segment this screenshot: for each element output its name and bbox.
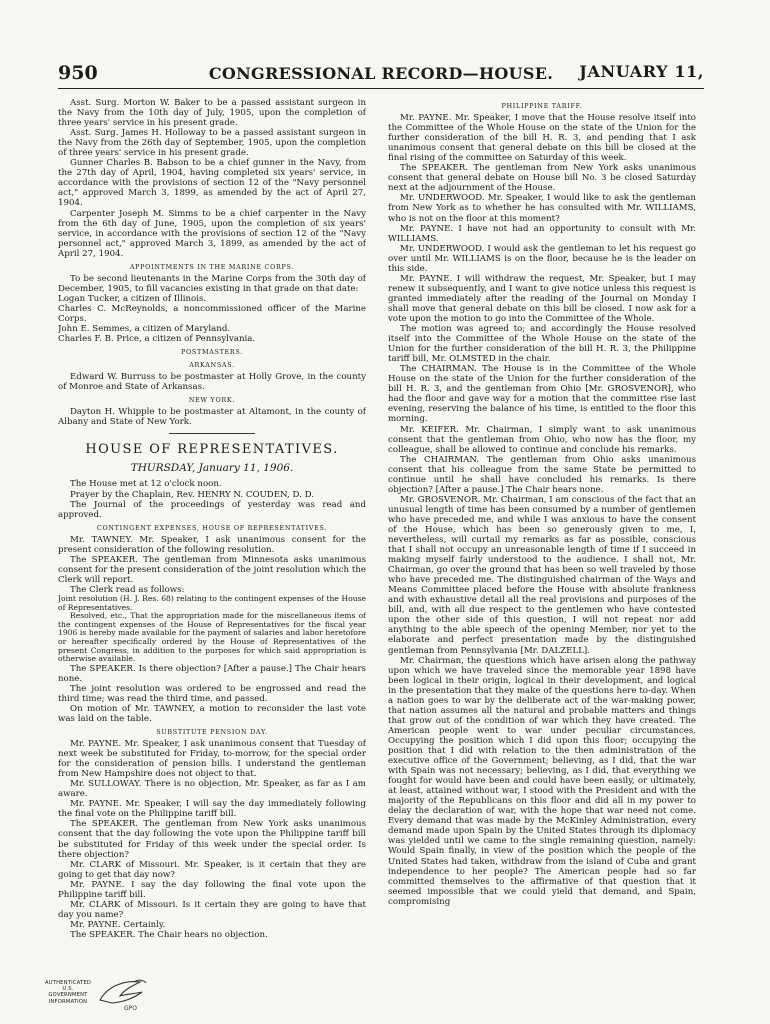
seal-mark-text: GPO xyxy=(124,1005,137,1012)
house-date: THURSDAY, January 11, 1906. xyxy=(130,462,294,475)
publication-title: CONGRESSIONAL RECORD—HOUSE. xyxy=(208,64,554,83)
proceedings-paragraph: Mr. PAYNE. Certainly. xyxy=(70,919,166,930)
proceedings-paragraph: The motion was agreed to; and accordingly the House resolved itself into the Committee of the Whole House on the state of the Union for the further consideration of the bill H. R. 3, the Philippine tariff bill, Mr. OLMSTED in the chair. xyxy=(388,324,696,365)
proceedings-paragraph: The Clerk read as follows: xyxy=(70,584,185,595)
gpo-eagle-icon xyxy=(94,976,154,1012)
section-heading-marine: APPOINTMENTS IN THE MARINE CORPS. xyxy=(129,262,295,271)
proceedings-paragraph: Mr. PAYNE. Mr. Speaker, I will say the day immediately following the final vote on the Philippine tariff bill. xyxy=(58,799,366,820)
joint-resolution-title: Joint resolution (H. J. Res. 68) relating to the contingent expenses of the House of Representatives. xyxy=(58,593,366,612)
proceedings-paragraph: The SPEAKER. The gentleman from Minnesota asks unanimous consent for the present consideration of the joint resolution which the Clerk will report. xyxy=(58,554,366,585)
state-heading-newyork: NEW YORK. xyxy=(188,396,236,405)
left-column xyxy=(58,98,366,954)
postmaster-item: Edward W. Burruss to be postmaster at Holly Grove, in the county of Monroe and State of Arkansas. xyxy=(58,372,366,393)
proceedings-paragraph: Mr. PAYNE. I will withdraw the request, Mr. Speaker, but I may renew it subsequently, and I want to give notice unless this request is granted immediately after the reading of the Journal on Monday I shall move that general debate on this bill be closed. I now ask for a vote upon the motion to go into the Committee of the Whole. xyxy=(388,273,696,324)
gpo-authentication-seal xyxy=(44,976,164,1012)
proceedings-paragraph: Mr. Chairman, the questions which have arisen along the pathway upon which we have traveled since the memorable year 1898 have been logical in their origin, logical in their development, and logical in the presentation that they make of the questions here to-day. When a nation goes to war by the deliberate act of the war-making power, that nation assumes all the natural and probable matters and things that grow out of the condition of war which they have created. The American people went to war under peculiar circumstances. Occupying the position which I did upon this floor; occupying the position that I did with relation to the then administration of the executive office of the Government; believing, as I did, that the war with Spain was not necessary; believing, as I did, that everything we fought for would have been and could have been easily, or ultimately, at least, attained without war, I stood with the President and with the majority of the Republicans on this floor and did all in my power to delay the declaration of war, with the hope that war need not come. Every demand that was made by the McKinley Administration, every demand made upon Spain by the United States through its diplomacy was yielded until we came to the single remaining question, namely: Would Spain finally, in view of the position which the people of the United States had taken, withdraw from the island of Cuba and grant independence to her people? The American people had so far committed themselves to the affirmative of that question that it seemed impossible that we could yield that demand, and Spain, compromising xyxy=(388,655,696,907)
marine-item: Charles F. B. Price, a citizen of Pennsylvania. xyxy=(58,334,256,345)
proceedings-paragraph: The SPEAKER. The gentleman from New York asks unanimous consent that general debate on House bill No. 3 be closed Saturday next at the adjournment of the House. xyxy=(388,163,696,194)
proceedings-paragraph: Mr. KEIFER. Mr. Chairman, I simply want to ask unanimous consent that the gentleman from Ohio, who now has the floor, my colleague, shall be allowed to continue and conclude his remarks. xyxy=(388,424,696,455)
page-number: 950 xyxy=(58,62,98,84)
marine-intro: To be second lieutenants in the Marine Corps from the 30th day of December, 1905, to fill vacancies existing in that grade on that date: xyxy=(58,273,366,294)
state-heading-arkansas: ARKANSAS. xyxy=(189,361,235,370)
section-heading-tariff: PHILIPPINE TARIFF. xyxy=(501,102,583,110)
resolved-text: Resolved, etc., That the appropriation made for the miscellaneous items of the contingent expenses of the House of Representatives for the fiscal year 1906 is hereby made available for the payment of salaries and labor heretofore or hereafter specifically ordered by the House of Representatives of the present Congress, in addition to the purposes for which said appropriation is otherwise available. xyxy=(58,611,366,664)
house-intro-line: Prayer by the Chaplain, Rev. HENRY N. COUDEN, D. D. xyxy=(70,489,314,500)
proceedings-paragraph: Mr. PAYNE. Mr. Speaker, I ask unanimous consent that Tuesday of next week be substituted for Friday, to-morrow, for the special order for the consideration of pension bills. I understand the gentleman from New Hampshire does not object to that. xyxy=(58,739,366,780)
proceedings-paragraph: Mr. SULLOWAY. There is no objection, Mr. Speaker, as far as I am aware. xyxy=(58,779,366,800)
nomination-paragraph: Gunner Charles B. Babson to be a chief gunner in the Navy, from the 27th day of April, 1904, having completed six years' service, in accordance with the provisions of section 12 of the "Navy personnel act," approved March 3, 1899, as amended by the act of April 27, 1904. xyxy=(58,158,366,209)
right-column xyxy=(388,98,696,954)
seal-text: AUTHENTICATED U.S. GOVERNMENT INFORMATION xyxy=(44,980,92,1005)
nomination-paragraph: Asst. Surg. James H. Holloway to be a passed assistant surgeon in the Navy from the 26th day of September, 1905, upon the completion of three years' service in his present grade. xyxy=(58,128,366,159)
proceedings-paragraph: Mr. TAWNEY. Mr. Speaker, I ask unanimous consent for the present consideration of the following resolution. xyxy=(58,534,366,555)
proceedings-paragraph: The SPEAKER. Is there objection? [After a pause.] The Chair hears none. xyxy=(58,663,366,684)
proceedings-paragraph: Mr. UNDERWOOD. Mr. Speaker, I would like to ask the gentleman from New York as to whether he has consulted with Mr. WILLIAMS, who is not on the floor at this moment? xyxy=(388,193,696,224)
proceedings-paragraph: Mr. CLARK of Missouri. Is it certain they are going to have that day you name? xyxy=(58,899,366,920)
proceedings-paragraph: Mr. GROSVENOR. Mr. Chairman, I am conscious of the fact that an unusual length of time has been consumed by a number of gentlemen who have preceded me, and while I was anxious to have the consent of the House, which has been so generously given to me, I, nevertheless, will curtail my remarks as far as possible, conscious that I shall not occupy an unreasonable length of time if I succeed in making myself fairly understood to the audience. I shall not, Mr. Chairman, go over the ground that has been so well traveled by those who have preceded me. The distinguished chairman of the Ways and Means Committee placed before the House with absolute frankness and with exhaustive detail all the real provisions and purposes of the bill, and, with all due respect to the gentlemen who have contested upon the other side of this question, I will not repeat nor add anything to the able speech of the opening Member, nor yet to the elaborate and perfect presentation made by the distinguished gentleman from Pennsylvania [Mr. DALZELL]. xyxy=(388,494,696,656)
proceedings-paragraph: Mr. PAYNE. I have not had an opportunity to consult with Mr. WILLIAMS. xyxy=(388,223,696,244)
postmaster-item: Dayton H. Whipple to be postmaster at Altamont, in the county of Albany and State of New York. xyxy=(58,407,366,428)
marine-item: Charles C. McReynolds, a noncommissioned officer of the Marine Corps. xyxy=(58,303,366,324)
proceedings-paragraph: The CHAIRMAN. The House is in the Committee of the Whole House on the state of the Union for the further consideration of the bill H. R. 3, and the gentleman from Ohio [Mr. GROSVENOR], who had the floor and gave way for a motion that the committee rise last evening, reserving the balance of his time, is entitled to the floor this morning. xyxy=(388,364,696,425)
marine-item: John E. Semmes, a citizen of Maryland. xyxy=(58,324,231,335)
proceedings-paragraph: Mr. PAYNE. Mr. Speaker, I move that the House resolve itself into the Committee of the Whole House on the state of the Union for the further consideration of the bill H. R. 3, and pending that I ask unanimous consent that general debate on this bill be closed at the final rising of the committee on Saturday of this week. xyxy=(388,113,696,164)
section-divider xyxy=(169,433,255,434)
proceedings-paragraph: The SPEAKER. The gentleman from New York asks unanimous consent that the day following the vote upon the Philippine tariff bill be substituted for Friday of this week under the special order. Is there objection? xyxy=(58,819,366,860)
proceedings-paragraph: The SPEAKER. The Chair hears no objection. xyxy=(70,929,268,940)
proceedings-paragraph: The CHAIRMAN. The gentleman from Ohio asks unanimous consent that his colleague from the same State be permitted to continue until he shall have concluded his remarks. Is there objection? [After a pause.] The Chair hears none. xyxy=(388,454,696,495)
house-intro-line: The House met at 12 o'clock noon. xyxy=(70,479,222,490)
nomination-paragraph: Carpenter Joseph M. Simms to be a chief carpenter in the Navy from the 6th day of June, 1905, upon the completion of six years' service, in accordance with the provisions of section 12 of the "Navy personnel act," approved March 3, 1899, as amended by the act of April 27, 1904. xyxy=(58,208,366,259)
section-heading-contingent: CONTINGENT EXPENSES, HOUSE OF REPRESENTATIVES. xyxy=(96,523,328,532)
marine-item: Logan Tucker, a citizen of Illinois. xyxy=(58,293,207,304)
nomination-paragraph: Asst. Surg. Morton W. Baker to be a passed assistant surgeon in the Navy from the 10th day of July, 1905, upon the completion of three years' service in his present grade. xyxy=(58,98,366,129)
proceedings-paragraph: Mr. CLARK of Missouri. Mr. Speaker, is it certain that they are going to get that day now? xyxy=(58,859,366,880)
section-heading-postmasters: POSTMASTERS. xyxy=(180,348,244,357)
section-heading-pension: SUBSTITUTE PENSION DAY. xyxy=(156,728,268,736)
house-intro-line: The Journal of the proceedings of yesterday was read and approved. xyxy=(58,499,366,520)
proceedings-paragraph: Mr. PAYNE. I say the day following the final vote upon the Philippine tariff bill. xyxy=(58,879,366,900)
proceedings-paragraph: On motion of Mr. TAWNEY, a motion to reconsider the last vote was laid on the table. xyxy=(58,703,366,724)
issue-date: JANUARY 11, xyxy=(579,62,704,81)
proceedings-paragraph: Mr. UNDERWOOD. I would ask the gentleman to let his request go over until Mr. WILLIAMS is on the floor, because he is the leader on this side. xyxy=(388,243,696,274)
house-heading: HOUSE OF REPRESENTATIVES. xyxy=(85,442,339,458)
page-header xyxy=(58,62,704,89)
proceedings-paragraph: The joint resolution was ordered to be engrossed and read the third time; was read the third time, and passed. xyxy=(58,683,366,704)
